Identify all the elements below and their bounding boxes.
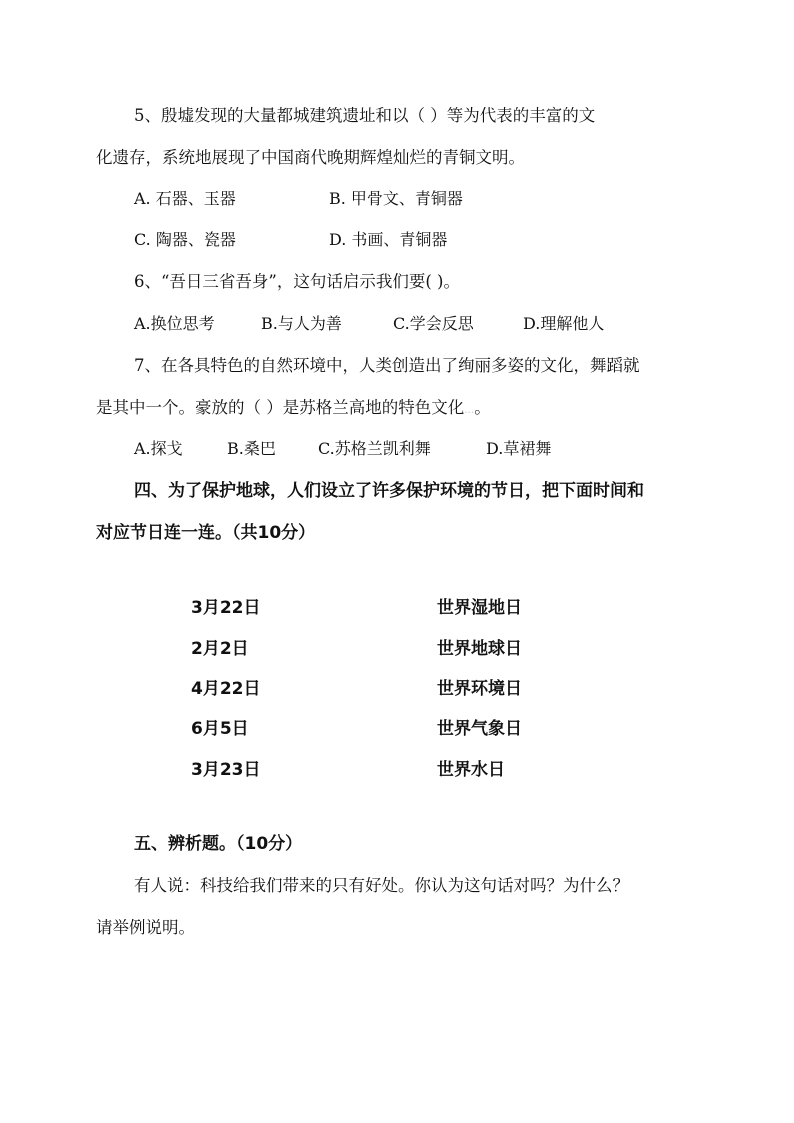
- q5-option-b: B. 甲骨文、青铜器: [329, 189, 463, 208]
- section4-heading-line1: 四、为了保护地球，人们设立了许多保护环境的节日，把下面时间和: [134, 481, 644, 501]
- q5-option-a: A. 石器、玉器: [134, 189, 236, 208]
- festival-item: 世界湿地日: [437, 598, 522, 618]
- festival-item: 世界水日: [437, 760, 505, 780]
- festival-item: 世界地球日: [437, 639, 522, 659]
- date-item: 2月2日: [191, 639, 249, 659]
- q7-stem-line2-text: 是其中一个。豪放的（ ）是苏格兰高地的特色文化: [96, 398, 465, 417]
- q7-option-a: A.探戈: [134, 439, 183, 458]
- q5-stem-line1: 5、殷墟发现的大量都城建筑遗址和以（ ）等为代表的丰富的文: [134, 106, 596, 125]
- section5-prompt-line1: 有人说：科技给我们带来的只有好处。你认为这句话对吗？为什么？: [134, 876, 629, 895]
- q7-stem-line1: 7、在各具特色的自然环境中，人类创造出了绚丽多姿的文化，舞蹈就: [134, 356, 640, 375]
- section4-heading-line2: 对应节日连一连。（共10分）: [96, 523, 316, 543]
- q6-stem: 6、“吾日三省吾身”，这句话启示我们要( )。: [134, 272, 460, 291]
- q6-option-d: D.理解他人: [523, 314, 605, 333]
- section5-prompt-line2: 请举例说明。: [96, 918, 195, 937]
- q7-stem-line2: [96, 397, 491, 422]
- q7-stem-line2-end: 。: [474, 398, 491, 417]
- q5-stem-line2: 化遗存，系统地展现了中国商代晚期辉煌灿烂的青铜文明。: [96, 148, 525, 167]
- q7-watermark-mark: …: [464, 405, 475, 416]
- q7-option-c: C.苏格兰凯利舞: [318, 439, 431, 458]
- q7-option-b: B.桑巴: [227, 439, 276, 458]
- q6-option-c: C.学会反思: [393, 314, 474, 333]
- q6-option-a: A.换位思考: [134, 314, 215, 333]
- q7-option-d: D.草裙舞: [486, 439, 552, 458]
- q5-option-d: D. 书画、青铜器: [329, 230, 448, 249]
- section5-heading: 五、辨析题。（10分）: [134, 834, 303, 854]
- date-item: 3月22日: [191, 598, 261, 618]
- festival-item: 世界环境日: [437, 679, 522, 699]
- date-item: 4月22日: [191, 679, 261, 699]
- festival-item: 世界气象日: [437, 719, 522, 739]
- q6-option-b: B.与人为善: [261, 314, 342, 333]
- date-item: 6月5日: [191, 719, 249, 739]
- q5-option-c: C. 陶器、瓷器: [134, 230, 236, 249]
- date-item: 3月23日: [191, 760, 261, 780]
